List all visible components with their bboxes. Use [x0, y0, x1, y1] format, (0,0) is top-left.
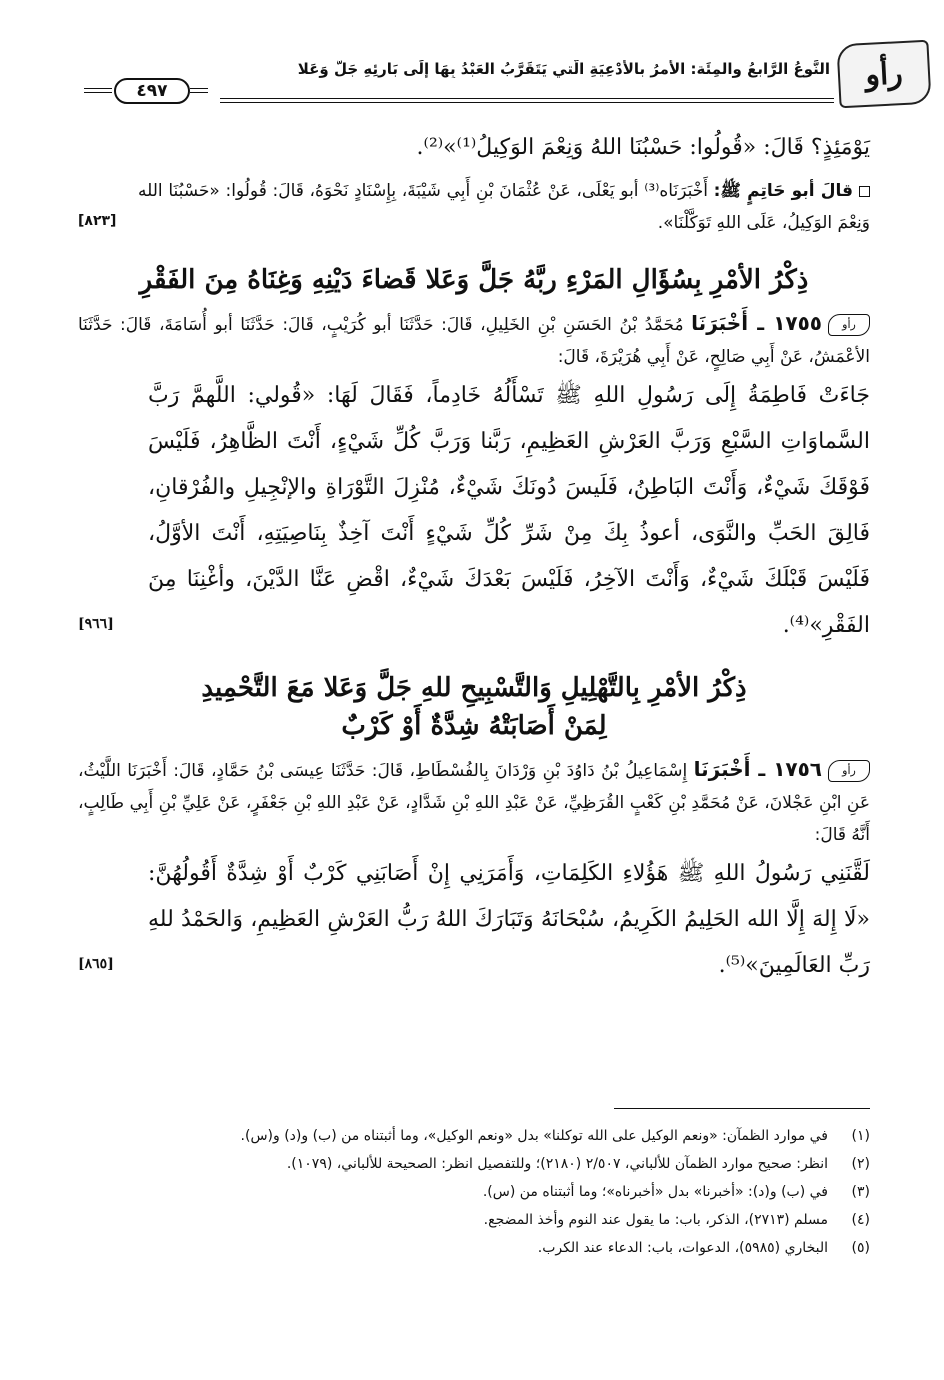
- footnote-text: في موارد الظمآن: «ونعم الوكيل على الله توكلنا» بدل «ونعم الوكيل»، وما أثبتناه من (ب) و(د) و(س).: [240, 1128, 828, 1144]
- page-number-frame: [70, 78, 220, 104]
- footnote-number: (٤): [851, 1212, 870, 1228]
- footnote-number: (١): [851, 1128, 870, 1144]
- divider: [190, 88, 208, 93]
- hadith-number: ١٧٥٥ ـ أَخْبَرَنَا: [691, 311, 823, 335]
- hadith-matn: [78, 851, 870, 989]
- hadith-badge-icon: رأو: [828, 760, 870, 782]
- hadith-matn: [78, 373, 870, 649]
- matn-text: جَاءَتْ فَاطِمَةُ إِلَى رَسُولِ اللهِ ﷺ تَسْأَلُهُ خَادِماً، فَقَالَ لَهَا: «قُولي: اللَّهمَّ رَبَّ السَّماوَاتِ السَّبْعِ وَرَبَّ العَرْشِ العَظِيمِ، رَبَّنا وَرَبَّ كُلِّ شَيْءٍ، أَنْتَ الظَّاهِرُ، فَلَيْسَ فَوْقَكَ شَيْءٌ، وَأَنْتَ البَاطِنُ، فَلَيسَ دُونَكَ شَيْءٌ، مُنْزِلَ التَّوْرَاةِ والإنْجِيلِ والفُرْقانِ، فَالِقَ الحَبِّ والنَّوَى، أعوذُ بِكَ مِنْ شَرِّ كُلِّ شَيْءٍ أَنْتَ آخِذٌ بِنَاصِيَتِهِ، أَنْتَ الأوَّلُ، فَلَيْسَ قَبْلَكَ شَيْءٌ، وَأَنْتَ الآخِرُ، فَلَيْسَ بَعْدَكَ شَيْءٌ، اقْضِ عَنَّا الدَّيْنَ، وأغْنِنَا مِنَ الفَقْرِ»⁽⁴⁾.: [148, 383, 870, 638]
- abu-hatim-text: أَخْبَرَنَاه⁽³⁾ أبو يَعْلَى، عَنْ عُثْمَانَ بْنِ أَبِي شَيْبَةَ، بِإِسْنَادٍ نَحْوَهُ، قَالَ: قُولُوا: «حَسْبُنَا الله وَنِعْمَ الوَكِيلُ، عَلَى اللهِ تَوَكَّلْنَا».: [138, 181, 870, 233]
- section-heading: ذِكْرُ الأمْرِ بِالتَّهْلِيلِ وَالتَّسْبِيحِ للهِ جَلَّ وَعَلا مَعَ التَّحْمِيدِ: [201, 673, 747, 703]
- reference-number: [٨٦٥]: [78, 956, 114, 972]
- reference-number: [٨٢٣]: [78, 213, 117, 229]
- running-title: النَّوعُ الرَّابعُ والمِئَة: الأمرُ بالأدْعِيَةِ الَّتي يَتَقَرَّبُ العَبْدُ بِهَا إلَى بَارِئِهِ جَلَّ وَعَلا: [297, 60, 830, 78]
- hadith-isnad: [78, 307, 870, 373]
- footnote: [78, 1180, 870, 1204]
- hadith-isnad: [78, 753, 870, 851]
- footnote: [78, 1124, 870, 1148]
- hadith-number: ١٧٥٦ ـ أَخْبَرَنَا: [693, 757, 823, 781]
- abu-hatim-lead: قالَ أبو حَاتِمٍ ﷺ:: [713, 181, 853, 201]
- section-heading: ذِكْرُ الأمْرِ بِسُؤَالِ المَرْءِ ربَّهُ جَلَّ وَعَلا قَضاءَ دَيْنِهِ وَغِنَاهُ مِنَ الفَقْرِ: [139, 265, 809, 295]
- footnote-number: (٣): [851, 1184, 870, 1200]
- divider: [84, 88, 112, 93]
- isnad-text: إِسْمَاعِيلُ بْنُ دَاوُدَ بْنِ وَرْدَانَ بِالفُسْطَاطِ، قَالَ: حَدَّثَنَا عِيسَى بْنُ حَمَّادٍ، قَالَ: أَخْبَرَنَا اللَّيْثُ، عَنِ ابْنِ عَجْلانَ، عَنْ مُحَمَّدِ بْنِ كَعْبٍ القُرَظِيِّ، عَنْ عَبْدِ اللهِ بْنِ شَدَّادٍ، عَنْ عَبْدِ اللهِ بْنِ جَعْفَرٍ، عَنْ عَلِيِّ بْنِ أَبِي طَالِبٍ، أَنَّهُ قَالَ:: [78, 761, 870, 845]
- page-header: [70, 34, 930, 106]
- footnote-text: في (ب) و(د): «أخبرنا» بدل «أخبرناه»؛ وما أثبتناه من (س).: [482, 1184, 828, 1200]
- main-text: [78, 125, 870, 989]
- footnote-number: (٥): [851, 1240, 870, 1256]
- reference-number: [٩٦٦]: [78, 616, 114, 632]
- footnote: [78, 1152, 870, 1176]
- footnote-rule: [614, 1108, 870, 1109]
- footnote-number: (٢): [851, 1156, 870, 1172]
- page-number: ٤٩٧: [114, 78, 190, 104]
- footnote-text: مسلم (٢٧١٣)، الذكر، باب: ما يقول عند النوم وأخذ المضجع.: [483, 1212, 828, 1228]
- paragraph-abu-hatim: [78, 175, 870, 239]
- footnotes: [78, 1124, 870, 1264]
- footnote-text: البخاري (٥٩٨٥)، الدعوات، باب: الدعاء عند الكرب.: [537, 1240, 828, 1256]
- section-heading-line2: لِمَنْ أَصَابَتْهُ شِدَّةٌ أَوْ كَرْبٌ: [341, 711, 607, 741]
- paragraph-continuation: يَوْمَئِذٍ؟ قَالَ: «قُولُوا: حَسْبُنَا اللهُ وَنِعْمَ الوَكِيلُ⁽¹⁾»⁽²⁾.: [416, 135, 870, 160]
- corner-mark: رأو: [864, 55, 904, 93]
- header-rule: [220, 98, 834, 103]
- square-bullet-icon: [859, 186, 870, 197]
- footnote: [78, 1208, 870, 1232]
- matn-text: لَقَّنَنِي رَسُولُ اللهِ ﷺ هَؤُلاءِ الكَلِمَاتِ، وَأَمَرَنِي إِنْ أَصَابَنِي كَرْبٌ أَوْ شِدَّةٌ أَقُولُهُنَّ: «لَا إِلهَ إِلَّا الله الحَلِيمُ الكَرِيمُ، سُبْحَانَهُ وَتَبَارَكَ اللهُ رَبُّ العَرْشِ العَظِيمِ، وَالحَمْدُ للهِ رَبِّ العَالَمِينَ»⁽⁵⁾.: [148, 861, 870, 978]
- isnad-text: مُحَمَّدُ بْنُ الحَسَنِ بْنِ الخَلِيلِ، قَالَ: حَدَّثَنَا أبو كُرَيْبٍ، قَالَ: حَدَّثَنَا أبو أُسَامَةَ، قَالَ: حَدَّثَنَا الأعْمَشُ، عَنْ أَبِي صَالِحٍ، عَنْ أَبِي هُرَيْرَةَ، قَالَ:: [78, 315, 870, 367]
- footnote: [78, 1236, 870, 1260]
- ornament-corner-icon: [836, 40, 931, 109]
- hadith-badge-icon: رأو: [828, 314, 870, 336]
- footnote-text: انظر: صحيح موارد الظمآن للألباني، ٢/٥٠٧ (٢١٨٠)؛ وللتفصيل انظر: الصحيحة للألباني، (١٠٧٩).: [286, 1156, 828, 1172]
